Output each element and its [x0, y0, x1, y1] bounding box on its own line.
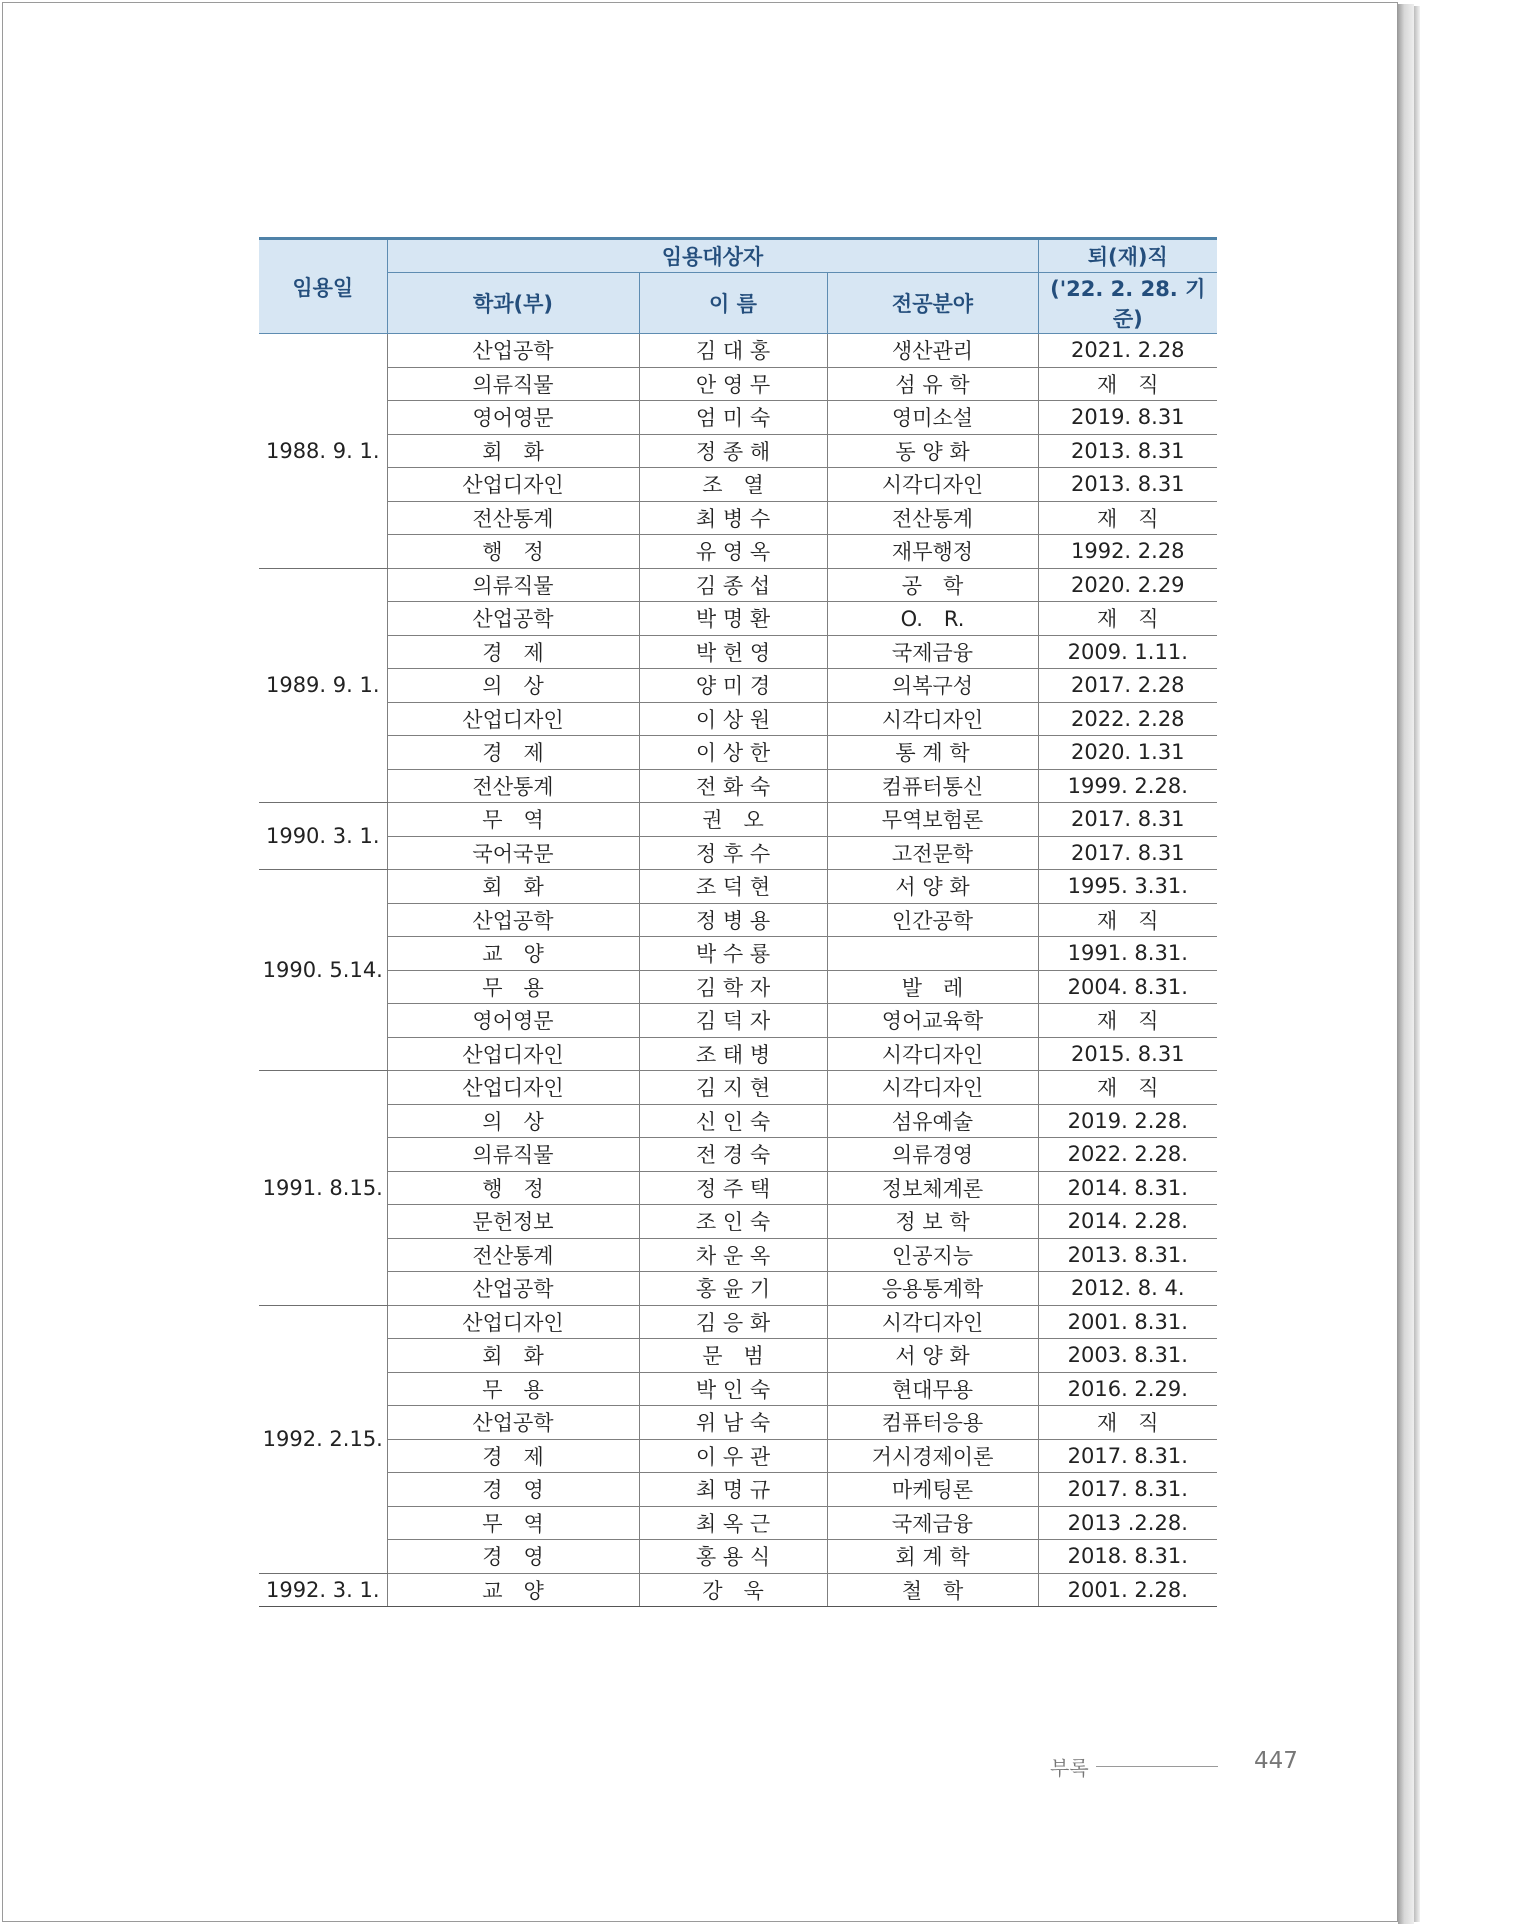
department-cell: 무 역	[387, 803, 639, 837]
name-cell: 최 병 수	[639, 501, 827, 535]
table-row	[259, 535, 1217, 569]
footer-divider	[1096, 1766, 1218, 1767]
retirement-status-cell: 2014. 8.31.	[1038, 1171, 1217, 1205]
department-cell: 전산통계	[387, 1238, 639, 1272]
retirement-status-cell: 2017. 8.31.	[1038, 1439, 1217, 1473]
department-cell: 국어국문	[387, 836, 639, 870]
department-cell: 경 제	[387, 635, 639, 669]
field-cell: 회 계 학	[827, 1540, 1038, 1574]
table-row	[259, 1372, 1217, 1406]
department-cell: 무 용	[387, 1372, 639, 1406]
table-row	[259, 1037, 1217, 1071]
name-cell: 이 상 원	[639, 702, 827, 736]
field-cell: 영미소설	[827, 401, 1038, 435]
appointment-date-cell: 1991. 8.15.	[259, 1071, 387, 1306]
appointment-date-cell: 1988. 9. 1.	[259, 334, 387, 569]
department-cell: 경 제	[387, 1439, 639, 1473]
field-cell	[827, 937, 1038, 971]
department-cell: 의 상	[387, 1104, 639, 1138]
name-cell: 정 후 수	[639, 836, 827, 870]
department-cell: 의류직물	[387, 1138, 639, 1172]
field-cell: 전산통계	[827, 501, 1038, 535]
department-cell: 회 화	[387, 1339, 639, 1373]
table-row	[259, 669, 1217, 703]
field-cell: 시각디자인	[827, 1037, 1038, 1071]
retirement-status-cell: 2015. 8.31	[1038, 1037, 1217, 1071]
appointment-date-cell: 1992. 2.15.	[259, 1305, 387, 1573]
table-row	[259, 1138, 1217, 1172]
field-cell: 발 레	[827, 970, 1038, 1004]
department-cell: 경 영	[387, 1473, 639, 1507]
department-cell: 교 양	[387, 937, 639, 971]
table-row	[259, 1439, 1217, 1473]
table-body	[259, 334, 1217, 1607]
name-cell: 최 옥 근	[639, 1506, 827, 1540]
table-row	[259, 736, 1217, 770]
name-cell: 조 태 병	[639, 1037, 827, 1071]
table-row	[259, 367, 1217, 401]
field-cell: 영어교육학	[827, 1004, 1038, 1038]
name-cell: 정 주 택	[639, 1171, 827, 1205]
name-cell: 김 덕 자	[639, 1004, 827, 1038]
retirement-status-cell: 재 직	[1038, 903, 1217, 937]
retirement-status-cell: 재 직	[1038, 501, 1217, 535]
department-cell: 무 역	[387, 1506, 639, 1540]
retirement-status-cell: 2001. 2.28.	[1038, 1573, 1217, 1607]
name-cell: 김 응 화	[639, 1305, 827, 1339]
header-department: 학과(부)	[387, 273, 639, 334]
retirement-status-cell: 재 직	[1038, 1406, 1217, 1440]
retirement-status-cell: 2017. 8.31	[1038, 836, 1217, 870]
table-row	[259, 1339, 1217, 1373]
department-cell: 행 정	[387, 535, 639, 569]
retirement-status-cell: 2012. 8. 4.	[1038, 1272, 1217, 1306]
faculty-appointment-table	[259, 237, 1217, 1607]
table-row	[259, 1004, 1217, 1038]
field-cell: 의복구성	[827, 669, 1038, 703]
name-cell: 홍 윤 기	[639, 1272, 827, 1306]
retirement-status-cell: 2013 .2.28.	[1038, 1506, 1217, 1540]
retirement-status-cell: 1999. 2.28.	[1038, 769, 1217, 803]
field-cell: 현대무용	[827, 1372, 1038, 1406]
field-cell: 정보체계론	[827, 1171, 1038, 1205]
retirement-status-cell: 재 직	[1038, 1004, 1217, 1038]
name-cell: 홍 용 식	[639, 1540, 827, 1574]
department-cell: 의류직물	[387, 568, 639, 602]
department-cell: 산업공학	[387, 602, 639, 636]
department-cell: 영어영문	[387, 401, 639, 435]
retirement-status-cell: 2003. 8.31.	[1038, 1339, 1217, 1373]
department-cell: 교 양	[387, 1573, 639, 1607]
field-cell: 의류경영	[827, 1138, 1038, 1172]
appointment-date-cell: 1990. 5.14.	[259, 870, 387, 1071]
name-cell: 양 미 경	[639, 669, 827, 703]
table-row	[259, 334, 1217, 368]
table-row	[259, 937, 1217, 971]
retirement-status-cell: 2004. 8.31.	[1038, 970, 1217, 1004]
department-cell: 전산통계	[387, 501, 639, 535]
table-row	[259, 568, 1217, 602]
department-cell: 무 용	[387, 970, 639, 1004]
field-cell: 서 양 화	[827, 870, 1038, 904]
table-row	[259, 1305, 1217, 1339]
field-cell: 철 학	[827, 1573, 1038, 1607]
field-cell: 거시경제이론	[827, 1439, 1038, 1473]
header-appointment-date: 임용일	[259, 239, 387, 334]
table-row	[259, 501, 1217, 535]
field-cell: 국제금융	[827, 635, 1038, 669]
table-row	[259, 903, 1217, 937]
header-field: 전공분야	[827, 273, 1038, 334]
field-cell: 공 학	[827, 568, 1038, 602]
field-cell: O. R.	[827, 602, 1038, 636]
field-cell: 시각디자인	[827, 1305, 1038, 1339]
name-cell: 강 욱	[639, 1573, 827, 1607]
table-row	[259, 1238, 1217, 1272]
field-cell: 시각디자인	[827, 702, 1038, 736]
field-cell: 섬 유 학	[827, 367, 1038, 401]
field-cell: 무역보험론	[827, 803, 1038, 837]
retirement-status-cell: 재 직	[1038, 602, 1217, 636]
retirement-status-cell: 1991. 8.31.	[1038, 937, 1217, 971]
header-retirement-basis: ('22. 2. 28. 기준)	[1038, 273, 1217, 334]
department-cell: 산업디자인	[387, 468, 639, 502]
retirement-status-cell: 재 직	[1038, 1071, 1217, 1105]
retirement-status-cell: 2019. 8.31	[1038, 401, 1217, 435]
retirement-status-cell: 2001. 8.31.	[1038, 1305, 1217, 1339]
table-row	[259, 702, 1217, 736]
name-cell: 유 영 옥	[639, 535, 827, 569]
table-row	[259, 1071, 1217, 1105]
field-cell: 통 계 학	[827, 736, 1038, 770]
name-cell: 박 명 환	[639, 602, 827, 636]
table-row	[259, 1473, 1217, 1507]
table-row	[259, 870, 1217, 904]
field-cell: 재무행정	[827, 535, 1038, 569]
department-cell: 전산통계	[387, 769, 639, 803]
department-cell: 의류직물	[387, 367, 639, 401]
retirement-status-cell: 2017. 8.31	[1038, 803, 1217, 837]
department-cell: 산업공학	[387, 334, 639, 368]
table-row	[259, 1171, 1217, 1205]
department-cell: 회 화	[387, 434, 639, 468]
name-cell: 조 덕 현	[639, 870, 827, 904]
retirement-status-cell: 2017. 8.31.	[1038, 1473, 1217, 1507]
table-row	[259, 468, 1217, 502]
name-cell: 엄 미 숙	[639, 401, 827, 435]
page-edge	[1398, 4, 1414, 1924]
field-cell: 컴퓨터응용	[827, 1406, 1038, 1440]
name-cell: 권 오	[639, 803, 827, 837]
name-cell: 박 인 숙	[639, 1372, 827, 1406]
retirement-status-cell: 2013. 8.31.	[1038, 1238, 1217, 1272]
field-cell: 국제금융	[827, 1506, 1038, 1540]
name-cell: 김 학 자	[639, 970, 827, 1004]
table-row	[259, 602, 1217, 636]
table-row	[259, 1406, 1217, 1440]
name-cell: 안 영 무	[639, 367, 827, 401]
table-row	[259, 769, 1217, 803]
table-row	[259, 1506, 1217, 1540]
name-cell: 김 종 섭	[639, 568, 827, 602]
department-cell: 산업디자인	[387, 1037, 639, 1071]
name-cell: 위 남 숙	[639, 1406, 827, 1440]
retirement-status-cell: 1992. 2.28	[1038, 535, 1217, 569]
department-cell: 문헌정보	[387, 1205, 639, 1239]
name-cell: 정 종 해	[639, 434, 827, 468]
field-cell: 섬유예술	[827, 1104, 1038, 1138]
department-cell: 산업디자인	[387, 1071, 639, 1105]
field-cell: 마케팅론	[827, 1473, 1038, 1507]
table-row	[259, 635, 1217, 669]
table-header	[259, 239, 1217, 334]
field-cell: 응용통계학	[827, 1272, 1038, 1306]
table-row	[259, 1573, 1217, 1607]
retirement-status-cell: 2022. 2.28.	[1038, 1138, 1217, 1172]
table-row	[259, 970, 1217, 1004]
table-row	[259, 1104, 1217, 1138]
header-appointees: 임용대상자	[387, 239, 1038, 273]
name-cell: 김 지 현	[639, 1071, 827, 1105]
field-cell: 인공지능	[827, 1238, 1038, 1272]
header-retirement: 퇴(재)직	[1038, 239, 1217, 273]
retirement-status-cell: 2016. 2.29.	[1038, 1372, 1217, 1406]
field-cell: 시각디자인	[827, 1071, 1038, 1105]
field-cell: 고전문학	[827, 836, 1038, 870]
name-cell: 박 헌 영	[639, 635, 827, 669]
field-cell: 컴퓨터통신	[827, 769, 1038, 803]
department-cell: 산업디자인	[387, 1305, 639, 1339]
page-number: 447	[1254, 1748, 1298, 1774]
appointment-date-cell: 1992. 3. 1.	[259, 1573, 387, 1607]
department-cell: 산업공학	[387, 1272, 639, 1306]
retirement-status-cell: 2022. 2.28	[1038, 702, 1217, 736]
field-cell: 정 보 학	[827, 1205, 1038, 1239]
name-cell: 박 수 룡	[639, 937, 827, 971]
field-cell: 생산관리	[827, 334, 1038, 368]
retirement-status-cell: 재 직	[1038, 367, 1217, 401]
retirement-status-cell: 1995. 3.31.	[1038, 870, 1217, 904]
name-cell: 최 명 규	[639, 1473, 827, 1507]
appointment-date-cell: 1990. 3. 1.	[259, 803, 387, 870]
table-row	[259, 1272, 1217, 1306]
name-cell: 김 대 홍	[639, 334, 827, 368]
department-cell: 회 화	[387, 870, 639, 904]
department-cell: 경 제	[387, 736, 639, 770]
field-cell: 서 양 화	[827, 1339, 1038, 1373]
department-cell: 의 상	[387, 669, 639, 703]
retirement-status-cell: 2020. 2.29	[1038, 568, 1217, 602]
department-cell: 영어영문	[387, 1004, 639, 1038]
name-cell: 문 범	[639, 1339, 827, 1373]
department-cell: 산업공학	[387, 1406, 639, 1440]
name-cell: 전 경 숙	[639, 1138, 827, 1172]
retirement-status-cell: 2020. 1.31	[1038, 736, 1217, 770]
department-cell: 산업디자인	[387, 702, 639, 736]
table-row	[259, 1540, 1217, 1574]
retirement-status-cell: 2013. 8.31	[1038, 434, 1217, 468]
retirement-status-cell: 2019. 2.28.	[1038, 1104, 1217, 1138]
retirement-status-cell: 2014. 2.28.	[1038, 1205, 1217, 1239]
retirement-status-cell: 2018. 8.31.	[1038, 1540, 1217, 1574]
page-edge-shadow	[1414, 6, 1420, 1922]
name-cell: 조 인 숙	[639, 1205, 827, 1239]
retirement-status-cell: 2013. 8.31	[1038, 468, 1217, 502]
header-name: 이 름	[639, 273, 827, 334]
department-cell: 경 영	[387, 1540, 639, 1574]
retirement-status-cell: 2017. 2.28	[1038, 669, 1217, 703]
retirement-status-cell: 2021. 2.28	[1038, 334, 1217, 368]
field-cell: 인간공학	[827, 903, 1038, 937]
field-cell: 시각디자인	[827, 468, 1038, 502]
name-cell: 이 상 한	[639, 736, 827, 770]
table-row	[259, 1205, 1217, 1239]
appointment-date-cell: 1989. 9. 1.	[259, 568, 387, 803]
name-cell: 정 병 용	[639, 903, 827, 937]
footer-section-label: 부록	[1050, 1756, 1089, 1780]
name-cell: 이 우 관	[639, 1439, 827, 1473]
department-cell: 행 정	[387, 1171, 639, 1205]
field-cell: 동 양 화	[827, 434, 1038, 468]
table-row	[259, 803, 1217, 837]
name-cell: 신 인 숙	[639, 1104, 827, 1138]
retirement-status-cell: 2009. 1.11.	[1038, 635, 1217, 669]
table-row	[259, 434, 1217, 468]
name-cell: 전 화 숙	[639, 769, 827, 803]
table-row	[259, 401, 1217, 435]
department-cell: 산업공학	[387, 903, 639, 937]
name-cell: 조 열	[639, 468, 827, 502]
table-row	[259, 836, 1217, 870]
name-cell: 차 운 옥	[639, 1238, 827, 1272]
